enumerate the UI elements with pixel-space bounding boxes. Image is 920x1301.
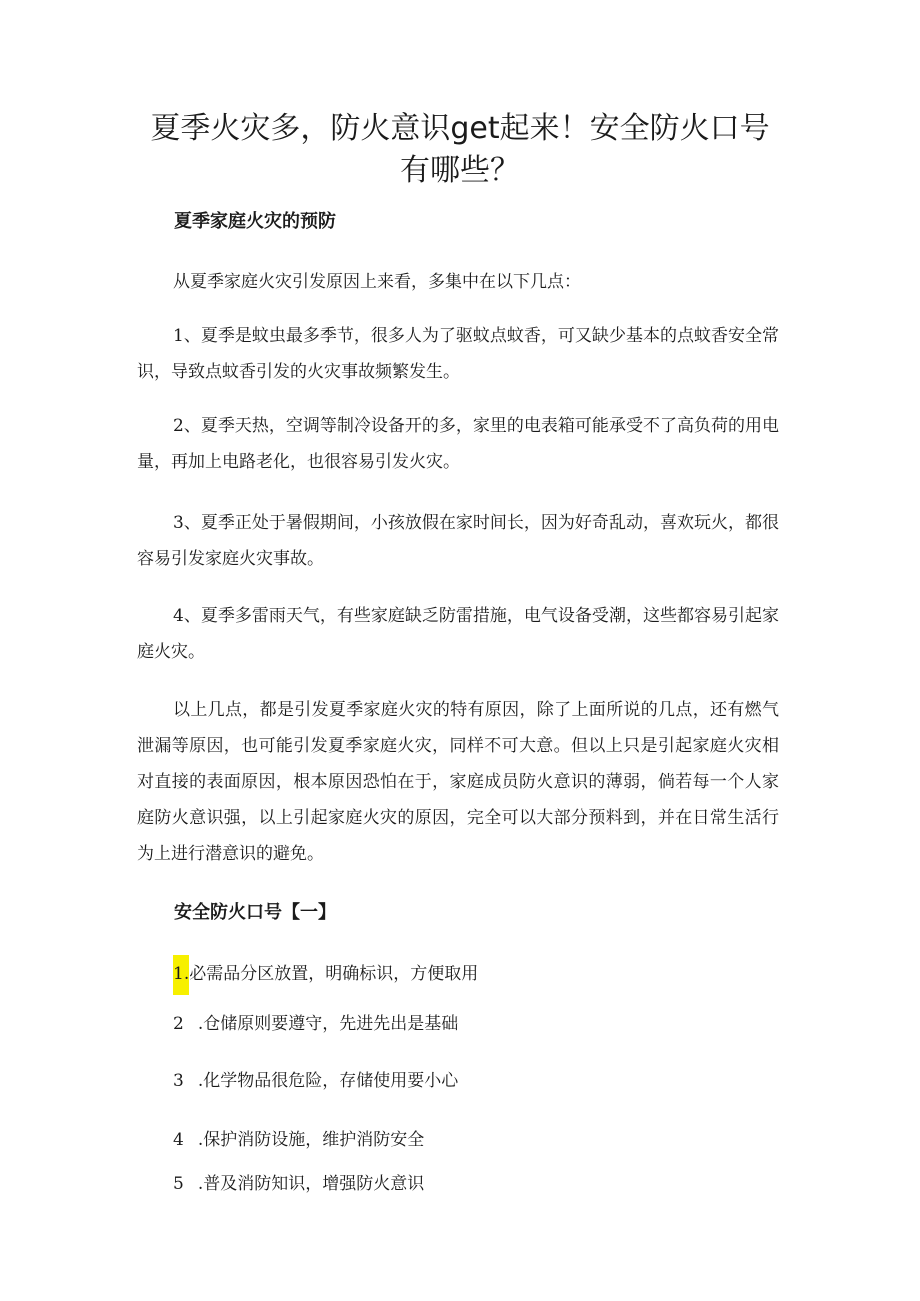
point-paragraph-3: 3、夏季正处于暑假期间，小孩放假在家时间长，因为好奇乱动，喜欢玩火，都很容易引发家庭火灾事故。 <box>137 513 779 569</box>
slogan-text: .化学物品很危险，存储使用要小心 <box>197 1071 459 1091</box>
slogan-number: 2 <box>173 1014 184 1034</box>
slogan-text: 必需品分区放置，明确标识，方便取用 <box>189 964 479 984</box>
slogan-number: 4 <box>173 1130 184 1150</box>
slogan-text: .普及消防知识，增强防火意识 <box>197 1174 425 1194</box>
slogan-number: 3 <box>173 1071 184 1091</box>
intro-paragraph: 从夏季家庭火灾引发原因上来看，多集中在以下几点： <box>173 272 581 292</box>
point-paragraph-1: 1、夏季是蚊虫最多季节，很多人为了驱蚊点蚊香，可又缺少基本的点蚊香安全常识，导致点蚊香引发的火灾事故频繁发生。 <box>137 326 779 382</box>
slogan-item <box>173 1068 458 1094</box>
slogan-number: 5 <box>173 1174 184 1194</box>
point-paragraph-2: 2、夏季天热，空调等制冷设备开的多，家里的电表箱可能承受不了高负荷的用电量，再加上电路老化，也很容易引发火灾。 <box>137 416 779 472</box>
section-heading-slogans: 安全防火口号【一】 <box>174 902 336 923</box>
summary-paragraph: 以上几点，都是引发夏季家庭火灾的特有原因，除了上面所说的几点，还有燃气泄漏等原因，也可能引发夏季家庭火灾，同样不可大意。但以上只是引起家庭火灾相对直接的表面原因，根本原因恐怕在于，家庭成员防火意识的薄弱，倘若每一个人家庭防火意识强，以上引起家庭火灾的原因，完全可以大部分预料到，并在日常生活行为上进行潜意识的避免。 <box>137 700 779 864</box>
slogan-text: .保护消防设施，维护消防安全 <box>197 1130 425 1150</box>
section-heading-prevention: 夏季家庭火灾的预防 <box>174 211 336 232</box>
page-title: 夏季火灾多，防火意识get起来！安全防火口号有哪些？ <box>150 111 770 188</box>
slogan-item <box>173 1011 458 1037</box>
slogan-item <box>173 1171 424 1197</box>
slogan-item <box>173 955 478 995</box>
slogan-number: 1. <box>173 955 189 995</box>
point-paragraph-4: 4、夏季多雷雨天气，有些家庭缺乏防雷措施，电气设备受潮，这些都容易引起家庭火灾。 <box>137 606 779 662</box>
slogan-text: .仓储原则要遵守，先进先出是基础 <box>197 1014 459 1034</box>
slogan-item <box>173 1127 424 1153</box>
